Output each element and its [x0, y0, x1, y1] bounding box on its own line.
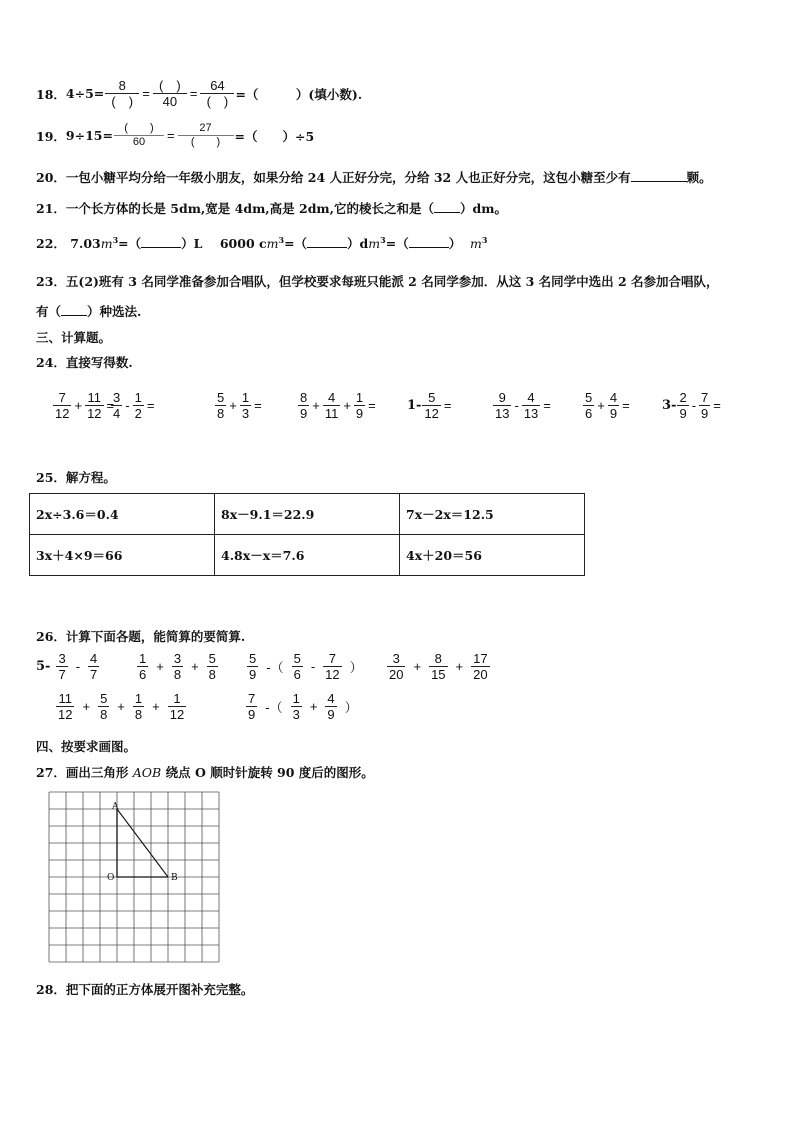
numerator: 8	[105, 78, 139, 94]
numerator: 17	[473, 651, 488, 666]
fraction	[172, 651, 183, 682]
fraction	[153, 78, 187, 109]
question-22	[36, 234, 487, 252]
q26-expressions-row1	[36, 651, 756, 691]
numerator: 1	[292, 691, 300, 706]
denominator: 13	[523, 406, 539, 421]
question-20	[36, 168, 712, 186]
expression	[214, 390, 264, 421]
question-number: 27．	[36, 765, 66, 780]
expression	[240, 691, 360, 722]
exponent: 3	[112, 234, 119, 245]
unit: m	[100, 236, 113, 251]
fraction	[493, 390, 511, 421]
answer-blank[interactable]	[631, 169, 687, 182]
question-21	[36, 199, 507, 217]
operator: +	[413, 659, 422, 674]
operator: -	[514, 398, 519, 413]
fraction	[200, 78, 234, 109]
fraction	[53, 390, 71, 421]
denominator: 9	[609, 406, 618, 421]
fraction	[429, 651, 447, 682]
operator: +	[343, 398, 351, 413]
fraction	[323, 651, 341, 682]
denominator: 7	[90, 667, 98, 682]
fraction	[207, 651, 218, 682]
unit: m	[469, 236, 482, 251]
numerator: 27	[178, 122, 234, 136]
numerator: 4	[522, 390, 540, 406]
question-number: 28．	[36, 982, 66, 997]
numerator: 2	[679, 390, 687, 405]
point-label-B: B	[171, 873, 178, 883]
operator: -	[691, 398, 697, 413]
equation-cell: 4.8x－x＝7.6	[215, 535, 400, 576]
point-label-A: A	[112, 802, 119, 812]
denominator: 4	[113, 406, 121, 421]
prefix: 1-	[407, 398, 422, 413]
numerator: 8	[300, 390, 308, 405]
exponent: 3	[380, 234, 386, 245]
answer-blank[interactable]	[307, 235, 347, 248]
operator: +	[156, 659, 164, 674]
denominator-blank[interactable]: ( )	[206, 94, 229, 109]
prefix: 3-	[662, 398, 677, 413]
numerator: 1	[139, 651, 147, 666]
numerator: 5	[249, 651, 257, 666]
equation-cell: 4x＋20＝56	[400, 535, 585, 576]
numerator: 8	[429, 651, 447, 667]
question-text: 绕点 O 顺时针旋转 90 度后的图形。	[165, 765, 374, 780]
numerator-blank[interactable]: ( )	[114, 122, 164, 136]
question-number: 23．	[36, 274, 66, 289]
q26-expressions-row2	[50, 691, 770, 731]
operator: +	[117, 699, 125, 714]
denominator: 9	[327, 707, 335, 722]
operator: +	[229, 398, 237, 413]
fraction	[215, 390, 226, 421]
operator: ）	[344, 700, 358, 715]
denominator: 9	[679, 406, 687, 421]
expression	[36, 651, 105, 682]
numerator: 5	[422, 390, 440, 406]
equals-sign: =	[543, 398, 551, 413]
fraction	[387, 651, 405, 682]
section-heading-4: 四、按要求画图。	[36, 739, 137, 754]
denominator: 8	[217, 406, 225, 421]
expression	[297, 390, 378, 421]
fraction	[325, 691, 336, 722]
q18-lhs: 4÷5=	[65, 86, 105, 101]
expression	[381, 651, 496, 682]
equation-cell: 8x－9.1＝22.9	[215, 494, 400, 535]
operator: -	[75, 659, 81, 674]
numerator: 1	[168, 691, 186, 707]
denominator: 6	[585, 406, 593, 421]
question-title: 计算下面各题，能简算的要简算.	[65, 629, 246, 644]
question-text: 一包小糖平均分给一年级小朋友，如果分给 24 人正好分完，分给 32 人也正好分完，这包小糖至少有	[65, 170, 631, 185]
question-number: 19．	[36, 128, 66, 144]
question-title: 解方程。	[65, 470, 116, 485]
q19-lhs: 9÷15=	[65, 128, 113, 143]
question-text: ）种选法.	[87, 304, 142, 319]
equals-sign: =	[142, 86, 150, 101]
fraction	[608, 390, 619, 421]
equation-cell: 2x÷3.6＝0.4	[30, 494, 215, 535]
equation-cell: 7x－2x＝12.5	[400, 494, 585, 535]
expression	[131, 651, 224, 682]
numerator-blank[interactable]: ( )	[153, 78, 187, 94]
denominator-blank[interactable]: ( )	[190, 136, 221, 148]
denominator: 8	[100, 707, 108, 722]
denominator: 8	[134, 707, 143, 722]
equation-cell: 3x＋4×9＝66	[30, 535, 215, 576]
numerator: 5	[208, 651, 216, 666]
equals-sign: =	[713, 398, 721, 413]
denominator: 20	[389, 667, 404, 682]
numerator: 1	[241, 390, 250, 405]
denominator: 60	[132, 136, 146, 148]
numerator: 7	[53, 390, 71, 406]
question-18	[36, 78, 362, 109]
numerator: 5	[100, 691, 108, 706]
exponent: 3	[278, 234, 285, 245]
denominator-blank[interactable]: ( )	[111, 94, 134, 109]
equals-sign: =	[166, 128, 175, 143]
exponent: 3	[481, 234, 488, 245]
operator: -（	[265, 700, 283, 715]
denominator: 8	[173, 667, 182, 682]
question-23-line2	[36, 302, 141, 320]
denominator: 6	[139, 667, 147, 682]
numerator: 5	[217, 390, 225, 405]
denominator: 20	[473, 667, 488, 682]
expression	[110, 390, 156, 421]
denominator: 9	[300, 406, 308, 421]
fraction	[354, 390, 365, 421]
numerator: 7	[248, 691, 256, 706]
denominator: 2	[134, 406, 142, 421]
denominator: 9	[701, 406, 709, 421]
operator: -	[125, 398, 130, 413]
answer-blank[interactable]	[409, 235, 449, 248]
fraction	[522, 390, 540, 421]
numerator: 3	[387, 651, 405, 667]
answer-blank[interactable]	[61, 303, 87, 316]
operator: +	[74, 398, 83, 413]
question-28	[36, 980, 253, 998]
expression	[582, 390, 632, 421]
unit: m	[368, 236, 381, 251]
equals-sign: =	[254, 398, 262, 413]
question-25	[36, 468, 116, 486]
q19-answer-blank[interactable]: =（ ）÷5	[234, 128, 315, 144]
expression	[50, 691, 192, 722]
answer-blank[interactable]	[434, 200, 460, 213]
question-number: 21．	[36, 201, 66, 216]
operator: +	[82, 699, 91, 714]
question-text: 五(2)班有 3 名同学准备参加合唱队，但学校要求每班只能派 2 名同学参加．从这 3 名同学中选出 2 名参加合唱队，	[65, 274, 719, 289]
operator: +	[312, 398, 320, 413]
value: 6000 c	[219, 236, 267, 251]
numerator: 5	[585, 390, 593, 405]
question-text: 一个长方体的长是 5dm,宽是 4dm,高是 2dm,它的棱长之和是（	[65, 201, 435, 216]
operator: +	[152, 699, 160, 714]
answer-blank[interactable]	[141, 235, 181, 248]
equals: =（	[284, 236, 308, 251]
question-19	[36, 122, 314, 149]
operator: +	[191, 659, 199, 674]
numerator: 4	[609, 390, 618, 405]
denominator: 9	[248, 707, 256, 722]
denominator: 3	[241, 406, 250, 421]
operator: ）	[349, 660, 363, 675]
question-number: 24．	[36, 355, 66, 370]
numerator: 3	[58, 651, 66, 666]
numerator: 3	[173, 651, 182, 666]
section-heading-3: 三、计算题。	[36, 330, 112, 345]
fraction	[88, 651, 99, 682]
fraction	[56, 651, 67, 682]
expression	[407, 390, 454, 421]
fraction	[133, 691, 144, 722]
fraction	[323, 390, 341, 421]
denominator: 15	[431, 667, 446, 682]
numerator: 5	[293, 651, 301, 666]
fraction	[133, 390, 144, 421]
equals: =（	[118, 236, 142, 251]
question-number: 26．	[36, 629, 66, 644]
numerator: 3	[113, 390, 121, 405]
numerator: 1	[134, 691, 143, 706]
expression	[241, 651, 365, 682]
question-number: 25．	[36, 470, 66, 485]
numerator: 1	[355, 390, 364, 405]
question-text: 把下面的正方体展开图补充完整。	[65, 982, 254, 997]
question-text: 有（	[36, 304, 62, 319]
numerator: 9	[493, 390, 511, 406]
fraction	[677, 390, 688, 421]
fraction	[105, 78, 139, 109]
numerator: 4	[323, 390, 341, 406]
equals-sign: =	[106, 398, 115, 413]
equals-sign: =	[443, 398, 452, 413]
denominator: 12	[55, 406, 70, 421]
question-number: 22．	[36, 236, 66, 251]
unit-L: ）L	[181, 236, 203, 251]
fraction	[56, 691, 74, 722]
denominator: 12	[58, 707, 73, 722]
paren: ）	[448, 236, 462, 251]
fraction	[292, 651, 303, 682]
numerator: 4	[327, 691, 335, 706]
fraction	[178, 122, 234, 149]
unit-d: ）d	[347, 236, 369, 251]
question-suffix: 颗。	[686, 170, 712, 185]
denominator: 7	[58, 667, 66, 682]
operator: +	[597, 398, 605, 413]
denominator: 12	[424, 406, 439, 421]
operator: -	[310, 659, 316, 674]
question-text: 画出三角形	[65, 765, 129, 780]
unit: m	[266, 236, 279, 251]
denominator: 3	[292, 707, 300, 722]
question-27	[36, 763, 374, 781]
equations-table	[29, 493, 585, 576]
table-row	[30, 535, 585, 576]
expression	[492, 390, 553, 421]
fraction	[240, 390, 251, 421]
fraction	[298, 390, 309, 421]
numerator: 7	[701, 390, 709, 405]
numerator: 4	[90, 651, 98, 666]
rotation-grid-figure[interactable]	[48, 791, 220, 963]
fraction	[137, 651, 148, 682]
question-23	[36, 272, 719, 290]
equals-sign: =	[189, 86, 198, 101]
denominator: 9	[355, 406, 364, 421]
equals: =（	[385, 236, 409, 251]
fraction	[422, 390, 440, 421]
point-label-O: O	[107, 873, 115, 883]
fraction	[111, 390, 122, 421]
fraction	[114, 122, 164, 149]
numerator: 11	[56, 691, 74, 707]
numerator: 1	[134, 390, 142, 405]
denominator: 13	[495, 406, 510, 421]
fraction	[246, 691, 257, 722]
question-suffix: ）dm。	[460, 201, 507, 216]
denominator: 12	[169, 707, 185, 722]
equals-sign: =	[622, 398, 630, 413]
question-24	[36, 353, 133, 371]
denominator: 11	[324, 406, 339, 421]
triangle-name: AOB	[132, 765, 162, 780]
operator: +	[455, 659, 464, 674]
numerator: 11	[85, 390, 103, 406]
denominator: 40	[162, 94, 178, 109]
equals-sign: =	[368, 398, 376, 413]
q18-answer-blank[interactable]: =（ ）(填小数).	[235, 86, 363, 102]
equals-sign: =	[146, 398, 155, 413]
question-number: 18．	[36, 86, 66, 102]
value: 7.03	[70, 236, 101, 251]
denominator: 8	[208, 667, 216, 682]
fraction	[699, 390, 710, 421]
denominator: 12	[87, 406, 102, 421]
fraction	[583, 390, 594, 421]
fraction	[471, 651, 489, 682]
question-26	[36, 627, 245, 645]
fraction	[291, 691, 302, 722]
denominator: 9	[249, 667, 257, 682]
fraction	[247, 651, 258, 682]
denominator: 6	[293, 667, 301, 682]
operator: +	[309, 699, 318, 714]
q24-expressions	[52, 390, 772, 430]
fraction	[85, 390, 103, 421]
table-row	[30, 494, 585, 535]
numerator: 7	[323, 651, 341, 667]
prefix: 5-	[36, 659, 51, 674]
fraction	[168, 691, 186, 722]
operator: -（	[266, 660, 284, 675]
question-number: 20．	[36, 170, 66, 185]
grid-canvas[interactable]	[48, 791, 220, 963]
question-title: 直接写得数.	[65, 355, 133, 370]
fraction	[98, 691, 109, 722]
expression	[52, 390, 116, 421]
denominator: 12	[325, 667, 340, 682]
numerator: 64	[200, 78, 234, 94]
expression	[662, 390, 723, 421]
